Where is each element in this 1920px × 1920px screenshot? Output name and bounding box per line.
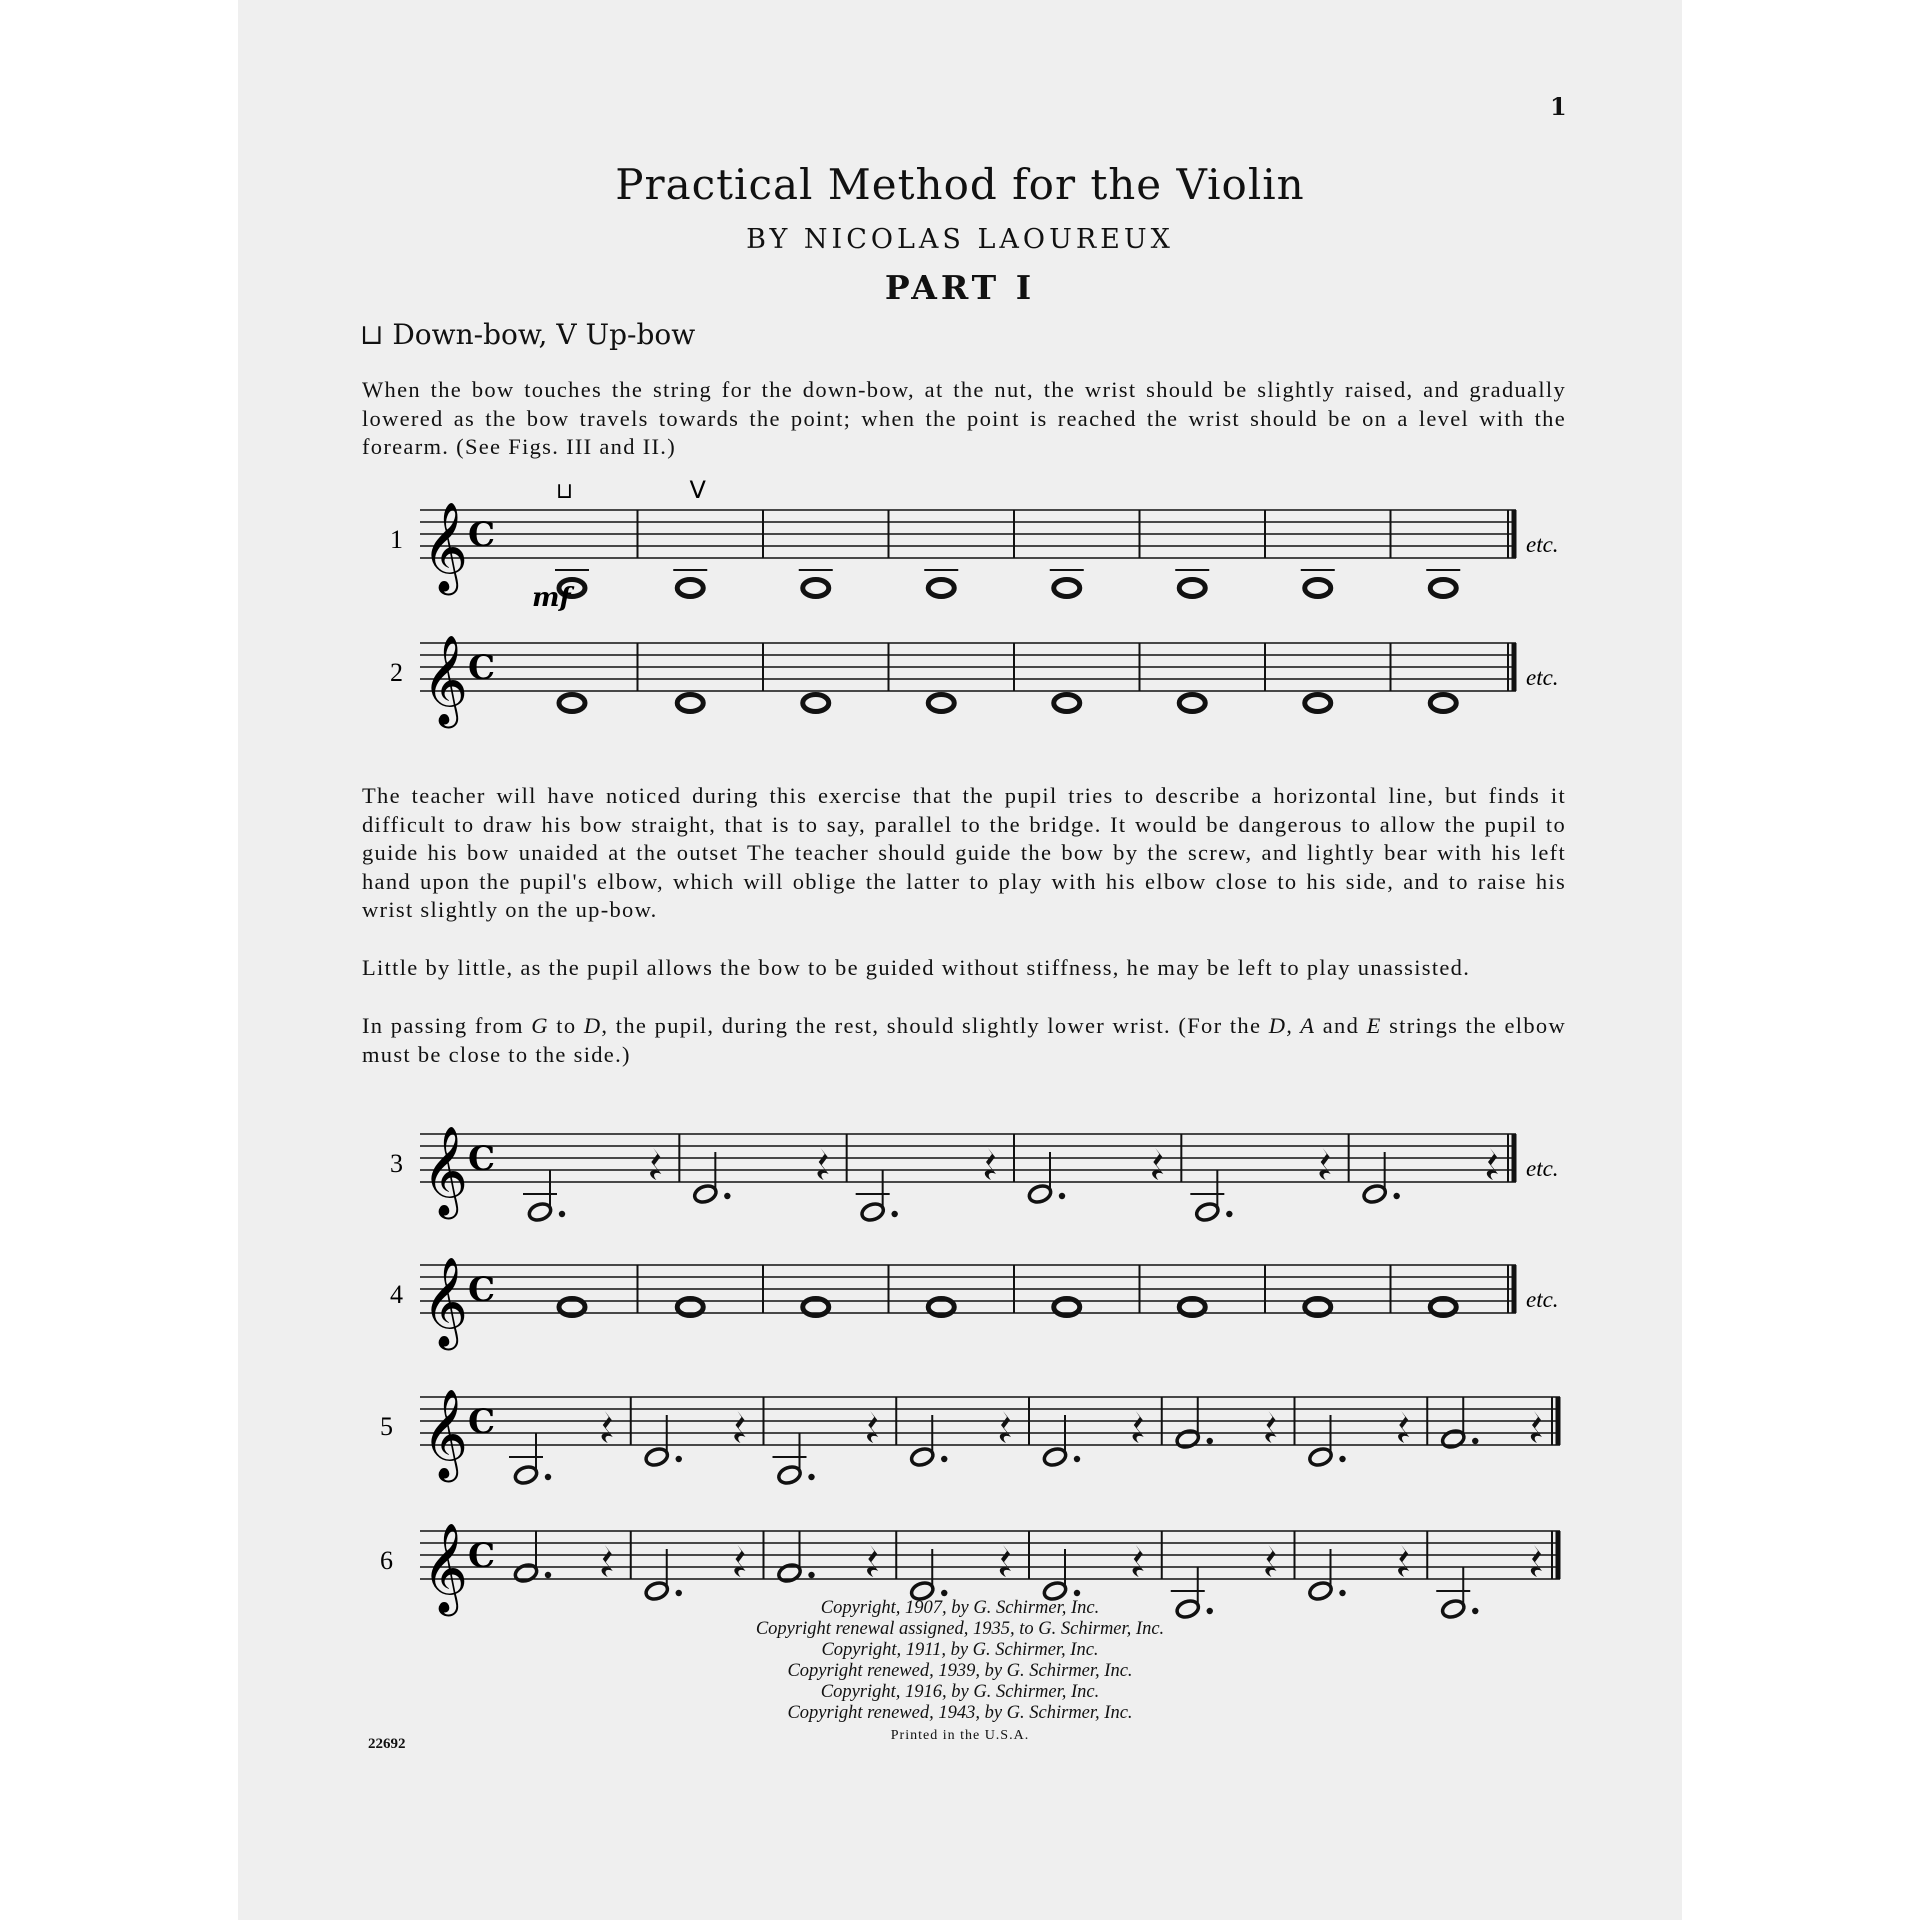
quarter-rest — [1265, 1411, 1276, 1443]
quarter-rest — [1531, 1545, 1542, 1577]
whole-note — [1430, 695, 1456, 712]
augmentation-dot — [808, 1572, 814, 1578]
copyright-line: Copyright, 1911, by G. Schirmer, Inc. — [821, 1640, 1099, 1660]
common-time-icon: C — [468, 1536, 496, 1576]
exercise-number: 1 — [390, 525, 403, 554]
augmentation-dot — [808, 1474, 814, 1480]
whole-note — [803, 580, 829, 597]
p4-text-f: strings the elbow must be close to the side.) — [362, 1013, 1567, 1067]
whole-note — [559, 695, 585, 712]
whole-note — [1305, 580, 1331, 597]
augmentation-dot — [1207, 1438, 1213, 1444]
common-time-icon: C — [468, 1270, 496, 1310]
whole-note — [928, 695, 954, 712]
quarter-rest — [1398, 1411, 1409, 1443]
author-byline: BY NICOLAS LAOUREUX — [746, 224, 1174, 255]
quarter-rest — [602, 1411, 613, 1443]
whole-note — [1305, 695, 1331, 712]
quarter-rest — [1133, 1411, 1144, 1443]
whole-note — [803, 695, 829, 712]
quarter-rest — [1000, 1545, 1011, 1577]
etc-mark: etc. — [1526, 665, 1559, 690]
p4-note-g: G — [531, 1013, 549, 1038]
whole-note — [1054, 695, 1080, 712]
whole-note — [1179, 580, 1205, 597]
augmentation-dot — [1339, 1456, 1345, 1462]
paragraph-teacher: The teacher will have noticed during this exercise that the pupil tries to describe a horizontal line, but finds it difficult to draw his bow straight, that is to say, parallel to the bridge. It would be dangerous to allow the pupil to guide his bow unaided at the outset The teacher should guide the bow by the screw, and lightly bear with his left hand upon the pupil's elbow, which will oblige the latter to play with his elbow close to his side, and to raise his wrist slightly on the up-bow. — [362, 783, 1566, 922]
exercise-number: 4 — [390, 1280, 403, 1309]
exercise-number: 5 — [380, 1412, 393, 1441]
p4-note-d: D — [583, 1013, 602, 1038]
section-heading: ⊔ Down-bow, V Up-bow — [360, 318, 696, 351]
augmentation-dot — [941, 1590, 947, 1596]
p4-strings-da: D, A — [1268, 1013, 1316, 1038]
copyright-line: Copyright renewed, 1939, by G. Schirmer, Inc. — [787, 1661, 1133, 1681]
whole-note — [677, 695, 703, 712]
p4-text-c: , the pupil, during the rest, should slightly lower wrist. (For the — [601, 1013, 1269, 1038]
common-time-icon: C — [468, 648, 496, 688]
quarter-rest — [734, 1545, 745, 1577]
augmentation-dot — [1074, 1456, 1080, 1462]
quarter-rest — [650, 1148, 661, 1180]
quarter-rest — [867, 1411, 878, 1443]
augmentation-dot — [1226, 1211, 1232, 1217]
treble-clef-icon: 𝄞 — [422, 1257, 469, 1347]
quarter-rest — [1398, 1545, 1409, 1577]
p4-text-e: and — [1315, 1013, 1367, 1038]
quarter-rest — [602, 1545, 613, 1577]
page-number: 1 — [1550, 92, 1567, 121]
whole-note — [1054, 580, 1080, 597]
etc-mark: etc. — [1526, 1287, 1559, 1312]
augmentation-dot — [1339, 1590, 1345, 1596]
plate-number: 22692 — [368, 1736, 406, 1752]
exercise-number: 2 — [390, 658, 403, 687]
copyright-line: Copyright renewal assigned, 1935, to G. Schirmer, Inc. — [755, 1619, 1165, 1639]
augmentation-dot — [1472, 1438, 1478, 1444]
augmentation-dot — [1059, 1193, 1065, 1199]
score-page — [238, 0, 1682, 1920]
quarter-rest — [1133, 1545, 1144, 1577]
quarter-rest — [1319, 1148, 1330, 1180]
quarter-rest — [1265, 1545, 1276, 1577]
quarter-rest — [1152, 1148, 1163, 1180]
copyright-block — [238, 1598, 1682, 1724]
common-time-icon: C — [468, 1402, 496, 1442]
page-title: Practical Method for the Violin — [615, 160, 1305, 209]
augmentation-dot — [1393, 1193, 1399, 1199]
up-bow-icon: V — [689, 476, 706, 504]
augmentation-dot — [891, 1211, 897, 1217]
copyright-line: Copyright renewed, 1943, by G. Schirmer, Inc. — [787, 1703, 1133, 1723]
common-time-icon: C — [468, 515, 496, 555]
whole-note — [1430, 580, 1456, 597]
quarter-rest — [867, 1545, 878, 1577]
treble-clef-icon: 𝄞 — [422, 502, 469, 592]
augmentation-dot — [724, 1193, 730, 1199]
augmentation-dot — [545, 1572, 551, 1578]
quarter-rest — [734, 1411, 745, 1443]
dynamic-mark: mf — [532, 583, 571, 613]
p4-string-e: E — [1366, 1013, 1382, 1038]
augmentation-dot — [545, 1474, 551, 1480]
printed-note: Printed in the U.S.A. — [890, 1728, 1030, 1743]
common-time-icon: C — [468, 1139, 496, 1179]
quarter-rest — [1531, 1411, 1542, 1443]
copyright-line: Copyright, 1907, by G. Schirmer, Inc. — [820, 1598, 1100, 1618]
etc-mark: etc. — [1526, 532, 1559, 557]
augmentation-dot — [559, 1211, 565, 1217]
copyright-line: Copyright, 1916, by G. Schirmer, Inc. — [820, 1682, 1100, 1702]
quarter-rest — [817, 1148, 828, 1180]
treble-clef-icon: 𝄞 — [422, 1389, 469, 1479]
down-bow-icon: ⊔ — [556, 479, 574, 504]
augmentation-dot — [941, 1456, 947, 1462]
augmentation-dot — [1074, 1590, 1080, 1596]
augmentation-dot — [676, 1456, 682, 1462]
exercise-number: 6 — [380, 1546, 393, 1575]
p4-text-a: In passing from — [362, 1013, 532, 1038]
quarter-rest — [1487, 1148, 1498, 1180]
etc-mark: etc. — [1526, 1156, 1559, 1181]
whole-note — [1179, 695, 1205, 712]
augmentation-dot — [676, 1590, 682, 1596]
treble-clef-icon: 𝄞 — [422, 1126, 469, 1216]
treble-clef-icon: 𝄞 — [422, 1523, 469, 1613]
exercise-number: 3 — [390, 1149, 403, 1178]
quarter-rest — [1000, 1411, 1011, 1443]
part-heading: PART I — [884, 268, 1036, 307]
paragraph-little-by-little: Little by little, as the pupil allows the bow to be guided without stiffness, he may be left to play unassisted. — [362, 955, 1471, 980]
quarter-rest — [985, 1148, 996, 1180]
whole-note — [677, 580, 703, 597]
paragraph-bow-wrist: When the bow touches the string for the down-bow, at the nut, the wrist should be slightly raised, and gradually lowered as the bow travels towards the point; when the point is reached the wrist should be on a level with the forearm. (See Figs. III and II.) — [362, 377, 1566, 459]
whole-note — [928, 580, 954, 597]
p4-text-b: to — [548, 1013, 584, 1038]
treble-clef-icon: 𝄞 — [422, 635, 469, 725]
